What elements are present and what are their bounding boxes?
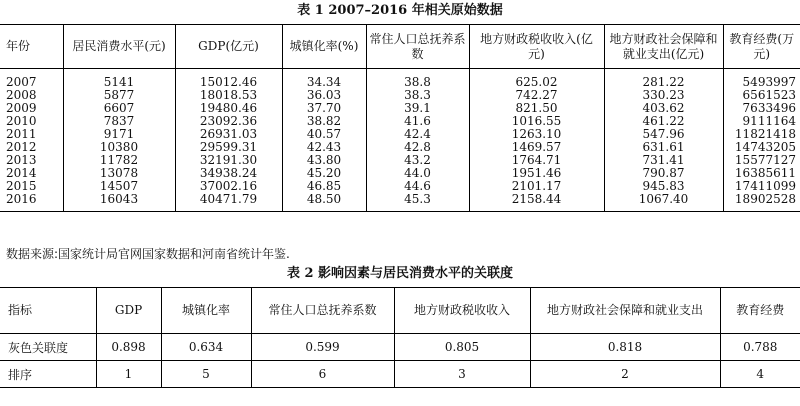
table1-source-note: 数据来源:国家统计局官网国家数据和河南省统计年鉴. [6, 247, 290, 261]
table1-cell: 5877 [63, 89, 175, 102]
table1-cell: 38.3 [366, 89, 469, 102]
table2-cell: 0.788 [720, 334, 800, 361]
table1-cell: 945.83 [604, 180, 723, 193]
table1-cell: 16385611 [734, 166, 796, 180]
t2-header-indicator: 指标 [0, 288, 96, 334]
table1-cell: 37.70 [282, 102, 366, 115]
table1-cell: 38.82 [282, 115, 366, 128]
table1-cell: 43.2 [366, 154, 469, 167]
table2-cell: 排序 [0, 361, 96, 388]
table1-cell: 39.1 [366, 102, 469, 115]
t2-header-tax-revenue: 地方财政税收收入 [394, 288, 530, 334]
table1-cell: 790.87 [604, 167, 723, 180]
table1-cell: 10380 [63, 141, 175, 154]
table2-cell: 0.634 [161, 334, 251, 361]
t2-header-urbanization: 城镇化率 [161, 288, 251, 334]
table1-cell: 46.85 [282, 180, 366, 193]
table1-cell: 1469.57 [469, 141, 604, 154]
t2-header-gdp: GDP [96, 288, 161, 334]
table1-cell: 16043 [63, 193, 175, 212]
table1-cell: 14743205 [734, 140, 796, 154]
table1-cell: 44.0 [366, 167, 469, 180]
table1-cell: 1764.71 [469, 154, 604, 167]
table1-cell: 2015 [0, 180, 63, 193]
table1-cell: 2011 [0, 128, 63, 141]
table1-cell: 42.4 [366, 128, 469, 141]
table2-correlation [0, 287, 800, 388]
table1-cell: 37002.16 [175, 180, 282, 193]
table1-cell: 6561523 [742, 88, 796, 102]
t1-header-dependency: 常住人口总抚养系数 [366, 25, 469, 69]
table1-cell: 34.34 [282, 69, 366, 90]
table1-cell: 2014 [0, 167, 63, 180]
t1-header-year: 年份 [0, 25, 63, 69]
table1-row [0, 69, 800, 90]
table1-cell: 11782 [63, 154, 175, 167]
table1-cell: 547.96 [604, 128, 723, 141]
table1-cell: 6607 [63, 102, 175, 115]
table1-cell: 1263.10 [469, 128, 604, 141]
table1-cell: 11821418 [734, 127, 796, 141]
table1-cell: 7633496 [742, 101, 796, 115]
table1-cell: 631.61 [604, 141, 723, 154]
table2-header-row [0, 288, 800, 334]
table1-cell: 43.80 [282, 154, 366, 167]
table1-cell: 36.03 [282, 89, 366, 102]
table1-cell: 18018.53 [175, 89, 282, 102]
table1-cell: 281.22 [604, 69, 723, 90]
table1-cell: 41.6 [366, 115, 469, 128]
table1-row [0, 193, 800, 212]
table1-cell: 19480.46 [175, 102, 282, 115]
table2-cell: 0.805 [394, 334, 530, 361]
table1-cell: 1067.40 [604, 193, 723, 212]
table1-cell: 13078 [63, 167, 175, 180]
table1-cell: 15012.46 [175, 69, 282, 90]
t2-header-dependency: 常住人口总抚养系数 [251, 288, 394, 334]
table1-cell: 2009 [0, 102, 63, 115]
table1-cell: 2012 [0, 141, 63, 154]
table1-cell: 42.43 [282, 141, 366, 154]
table2-cell: 0.599 [251, 334, 394, 361]
table1-cell: 742.27 [469, 89, 604, 102]
table1-cell: 461.22 [604, 115, 723, 128]
table1-cell: 7837 [63, 115, 175, 128]
table1-cell: 2007 [0, 69, 63, 90]
table2-row [0, 334, 800, 361]
table1-cell: 1951.46 [469, 167, 604, 180]
t1-header-education: 教育经费(万元) [723, 25, 800, 69]
table2-cell: 3 [394, 361, 530, 388]
table1-cell: 731.41 [604, 154, 723, 167]
table1-cell: 2158.44 [469, 193, 604, 212]
table1-cell: 34938.24 [175, 167, 282, 180]
t1-header-gdp: GDP(亿元) [175, 25, 282, 69]
t1-header-urbanization: 城镇化率(%) [282, 25, 366, 69]
table1-cell: 44.6 [366, 180, 469, 193]
table1-cell: 40.57 [282, 128, 366, 141]
table1-cell: 26931.03 [175, 128, 282, 141]
table1-caption: 表 1 2007–2016 年相关原始数据 [297, 3, 503, 18]
table2-cell: 2 [530, 361, 720, 388]
table1-cell: 42.8 [366, 141, 469, 154]
table1-cell: 9171 [63, 128, 175, 141]
t1-header-consumption: 居民消费水平(元) [63, 25, 175, 69]
table1-cell: 15577127 [734, 153, 796, 167]
table1-cell: 48.50 [282, 193, 366, 212]
table1-cell: 18902528 [723, 193, 800, 212]
table1-cell: 23092.36 [175, 115, 282, 128]
table2-cell: 1 [96, 361, 161, 388]
table1-cell: 5493997 [742, 75, 796, 89]
table1-cell: 45.3 [366, 193, 469, 212]
table2-cell: 6 [251, 361, 394, 388]
table1-cell: 330.23 [604, 89, 723, 102]
table1-cell: 1016.55 [469, 115, 604, 128]
table1-header-row [0, 25, 800, 69]
table1-cell: 2016 [0, 193, 63, 212]
table2-cell: 4 [720, 361, 800, 388]
table1-cell: 2010 [0, 115, 63, 128]
table1-cell: 2008 [0, 89, 63, 102]
t2-header-education: 教育经费 [720, 288, 800, 334]
table1-raw-data [0, 24, 800, 212]
table1-cell: 403.62 [604, 102, 723, 115]
table1-cell: 14507 [63, 180, 175, 193]
table1-cell: 32191.30 [175, 154, 282, 167]
t1-header-tax-revenue: 地方财政税收收入(亿元) [469, 25, 604, 69]
table1-cell: 2013 [0, 154, 63, 167]
table1-cell: 5141 [63, 69, 175, 90]
t1-header-social-security: 地方财政社会保障和就业支出(亿元) [604, 25, 723, 69]
table1-cell: 821.50 [469, 102, 604, 115]
table1-cell: 2101.17 [469, 180, 604, 193]
table2-caption: 表 2 影响因素与居民消费水平的关联度 [286, 266, 514, 281]
table1-cell: 625.02 [469, 69, 604, 90]
table1-cell: 38.8 [366, 69, 469, 90]
table1-cell: 40471.79 [175, 193, 282, 212]
t2-header-social-security: 地方财政社会保障和就业支出 [530, 288, 720, 334]
table1-cell: 9111164 [742, 114, 796, 128]
table2-cell: 0.898 [96, 334, 161, 361]
table2-cell: 灰色关联度 [0, 334, 96, 361]
table2-cell: 5 [161, 361, 251, 388]
table1-cell: 29599.31 [175, 141, 282, 154]
table2-row [0, 361, 800, 388]
table2-cell: 0.818 [530, 334, 720, 361]
table1-cell: 45.20 [282, 167, 366, 180]
table1-cell: 17411099 [734, 179, 796, 193]
